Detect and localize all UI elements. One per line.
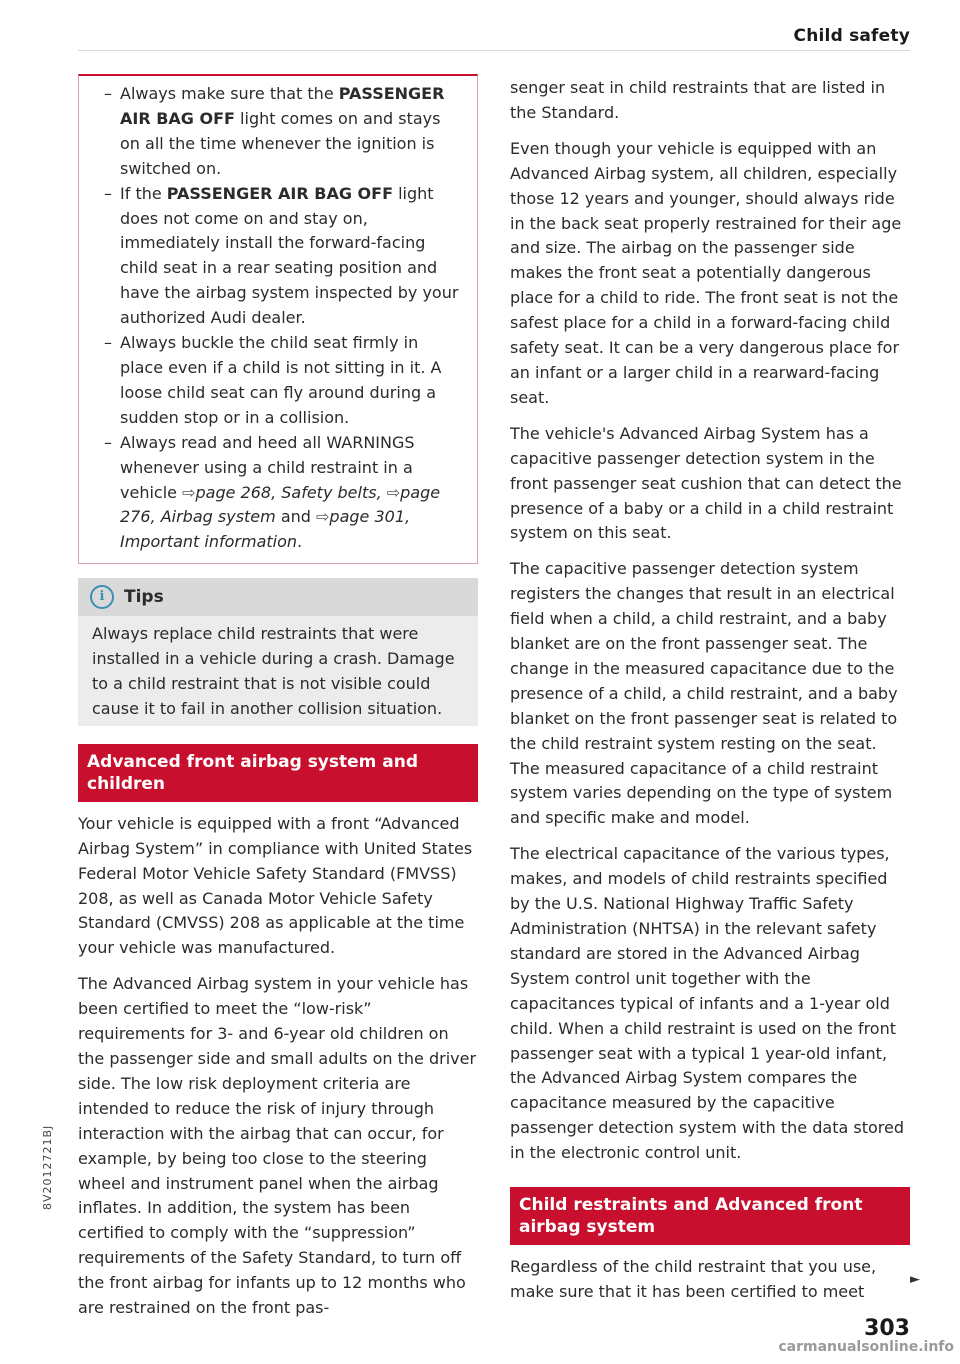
warning-item: – Always read and heed all WARNINGS whenever using a child restraint in a vehicle ⇨page 268, Safety belts, ⇨page 276, Airbag system and ⇨page 301, Important information.	[95, 431, 465, 556]
right-column	[510, 76, 910, 1316]
tips-box	[78, 578, 478, 726]
warning-box	[78, 74, 478, 564]
tips-body: Always replace child restraints that were installed in a vehicle during a crash. Damage to a child restraint that is not visible could cause it to fail in another collision situation.	[78, 616, 478, 726]
paragraph: The electrical capacitance of the various types, makes, and models of child restraints specified by the U.S. National Highway Traffic Safety Administration (NHTSA) in the relevant safety standard are stored in the Advanced Airbag System control unit together with the capacitances typical of infants and a 1-year old child. When a child restraint is used on the front passenger seat with a typical 1 year-old infant, the Advanced Airbag System compares the capacitance measured by the capacitive passenger detection system with the data stored in the electronic control unit.	[510, 844, 904, 1163]
page-number: 303	[864, 1316, 910, 1341]
tips-header	[78, 578, 478, 616]
warning-item: – Always make sure that the PASSENGER AIR BAG OFF light comes on and stays on all the time whenever the ignition is switched on.	[95, 82, 465, 182]
page-link-safety-belts[interactable]: page 268, Safety belts,	[195, 482, 382, 502]
paragraph: Your vehicle is equipped with a front “Advanced Airbag System” in compliance with United States Federal Motor Vehicle Safety Standard (FMVSS) 208, as well as Canada Motor Vehicle Safety Standard (CMVSS) 208 as applicable at the time your vehicle was manufactured.	[78, 813, 473, 958]
paragraph: Even though your vehicle is equipped with an Advanced Airbag system, all children, especially those 12 years and younger, should always ride in the back seat properly restrained for their age and size. The airbag on the passenger side makes the front seat a potentially dangerous place for a child to ride. The front seat is not the safest place for a child in a forward-facing child safety seat. It can be a very dangerous place for an infant or a larger child in a rearward-facing seat.	[510, 138, 902, 407]
tips-title: Tips	[124, 586, 164, 607]
section-heading-advanced-front-airbag: Advanced front airbag system and children	[78, 744, 478, 802]
arrow-right-icon: ⇨	[182, 482, 196, 502]
paragraph: The capacitive passenger detection system registers the changes that result in an electrical field when a child, a child restraint, and a baby blanket are on the front passenger seat. The change in the measured capacitance due to the presence of a child, a child restraint, and a baby blanket on the front passenger seat is related to the child restraint system resting on the seat. The measured capacitance of a child restraint system varies depending on the type of system and specific make and model.	[510, 559, 898, 828]
arrow-right-icon: ⇨	[386, 482, 401, 502]
info-icon: i	[90, 585, 114, 609]
section-heading-child-restraints: Child restraints and Advanced front airbag system	[510, 1187, 910, 1245]
section-title: Child safety	[793, 26, 910, 46]
warning-item: – If the PASSENGER AIR BAG OFF light does not come on and stay on, immediately install the forward-facing child seat in a rear seating position and have the airbag system inspected by your authorized Audi dealer.	[95, 182, 465, 331]
paragraph: Regardless of the child restraint that you use, make sure that it has been certified to meet	[510, 1257, 877, 1301]
paragraph: The Advanced Airbag system in your vehicle has been certified to meet the “low-risk” requirements for 3- and 6-year old children on the passenger side and small adults on the driver side. The low risk deployment criteria are intended to reduce the risk of injury through interaction with the airbag that can occur, for example, by being too close to the steering wheel and instrument panel when the airbag inflates. In addition, the system has been certified to comply with the “suppression” requirements of the Safety Standard, to turn off the front airbag for infants up to 12 months who are restrained on the front pas-	[78, 974, 477, 1318]
arrow-right-icon: ⇨	[316, 507, 330, 527]
left-column	[78, 74, 478, 1332]
warning-item: – Always buckle the child seat firmly in place even if a child is not sitting in it. A loose child seat can fly around during a sudden stop or in a collision.	[95, 331, 465, 431]
watermark: carmanualsonline.info	[778, 1339, 954, 1356]
paragraph: senger seat in child restraints that are listed in the Standard.	[510, 78, 886, 122]
page-link-important-information[interactable]: page 301, Important information	[120, 507, 411, 552]
continue-arrow-icon: ►	[910, 1272, 920, 1287]
document-code: 8V2012721BJ	[41, 1124, 54, 1210]
warning-list	[95, 82, 465, 555]
page-link-airbag-system[interactable]: page 276, Airbag system	[120, 482, 441, 527]
header-rule	[78, 50, 910, 51]
paragraph: The vehicle's Advanced Airbag System has a capacitive passenger detection system in the front passenger seat cushion that can detect the presence of a baby or a child in a child restraint system on this seat.	[510, 423, 902, 543]
